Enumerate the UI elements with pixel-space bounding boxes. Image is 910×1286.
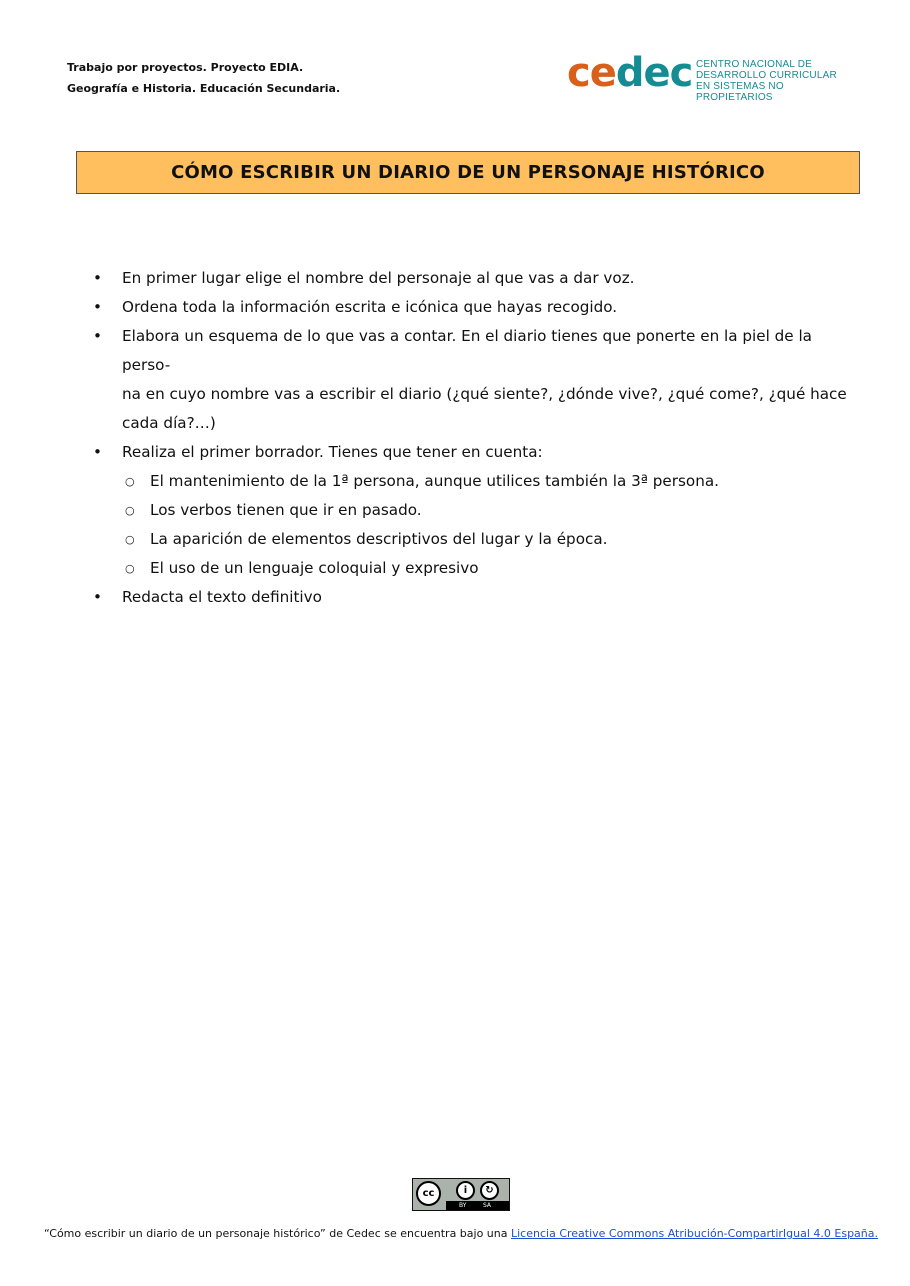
license-link[interactable]: Licencia Creative Commons Atribución-CompartirIgual 4.0 España. — [511, 1227, 879, 1240]
logo-word-ce: ce — [567, 50, 616, 96]
bullet-icon: • — [93, 443, 102, 461]
circle-bullet-icon: ○ — [125, 504, 135, 517]
sub-list-item-text: El mantenimiento de la 1ª persona, aunque utilices también la 3ª persona. — [150, 472, 719, 490]
sub-list-item-text: El uso de un lenguaje coloquial y expresivo — [150, 559, 479, 577]
instruction-list — [90, 264, 860, 612]
share-alike-icon: ↻ — [480, 1181, 499, 1200]
list-item-text: Realiza el primer borrador. Tienes que tener en cuenta: — [122, 443, 543, 461]
list-item — [90, 583, 860, 612]
badge-by-label: BY — [459, 1202, 467, 1209]
cedec-logo-word — [567, 48, 692, 98]
list-item-text: cada día?…) — [122, 414, 216, 432]
circle-bullet-icon: ○ — [125, 533, 135, 546]
cc-by-sa-badge-icon[interactable] — [412, 1178, 510, 1211]
list-item-text: Ordena toda la información escrita e icónica que hayas recogido. — [122, 298, 618, 316]
page-title: CÓMO ESCRIBIR UN DIARIO DE UN PERSONAJE HISTÓRICO — [171, 162, 765, 183]
bullet-icon: • — [93, 298, 102, 316]
header-line-project: Trabajo por proyectos. Proyecto EDIA. — [67, 61, 304, 74]
list-item — [90, 322, 860, 380]
cedec-logo — [567, 50, 847, 103]
header-line-subject: Geografía e Historia. Educación Secundaria. — [67, 82, 341, 95]
list-item-text: Elabora un esquema de lo que vas a contar. En el diario tienes que ponerte en la piel de la perso- — [122, 327, 812, 374]
license-footer — [40, 1178, 882, 1241]
badge-bar — [446, 1201, 509, 1210]
document-header — [67, 57, 340, 99]
list-item-text: Redacta el texto definitivo — [122, 588, 322, 606]
list-item — [90, 264, 860, 293]
logo-word-dec: dec — [615, 50, 693, 96]
license-statement — [40, 1227, 882, 1241]
list-item — [90, 293, 860, 322]
sub-list-item-text: Los verbos tienen que ir en pasado. — [150, 501, 422, 519]
title-banner — [76, 151, 860, 194]
list-item — [90, 438, 860, 467]
bullet-icon: • — [93, 269, 102, 287]
list-item-continuation — [90, 380, 860, 409]
sub-list-item — [90, 554, 860, 583]
logo-subtitle — [696, 59, 847, 103]
circle-bullet-icon: ○ — [125, 562, 135, 575]
list-item-continuation — [90, 409, 860, 438]
logo-subtitle-line1: CENTRO NACIONAL DE — [696, 59, 813, 70]
sub-list-item — [90, 467, 860, 496]
sub-list-item-text: La aparición de elementos descriptivos del lugar y la época. — [150, 530, 608, 548]
circle-bullet-icon: ○ — [125, 475, 135, 488]
list-item-text: En primer lugar elige el nombre del personaje al que vas a dar voz. — [122, 269, 635, 287]
license-text: “Cómo escribir un diario de un personaje histórico” de Cedec se encuentra bajo una — [43, 1227, 511, 1240]
logo-subtitle-line3: EN SISTEMAS NO PROPIETARIOS — [696, 81, 784, 103]
sub-list-item — [90, 496, 860, 525]
bullet-icon: • — [93, 327, 102, 345]
logo-subtitle-line2: DESARROLLO CURRICULAR — [696, 70, 837, 81]
cc-icon: cc — [416, 1181, 441, 1206]
sub-list-item — [90, 525, 860, 554]
badge-sa-label: SA — [483, 1202, 492, 1209]
bullet-icon: • — [93, 588, 102, 606]
attribution-person-icon: i — [456, 1181, 475, 1200]
list-item-text: na en cuyo nombre vas a escribir el diario (¿qué siente?, ¿dónde vive?, ¿qué come?, ¿qué hace — [122, 385, 847, 403]
